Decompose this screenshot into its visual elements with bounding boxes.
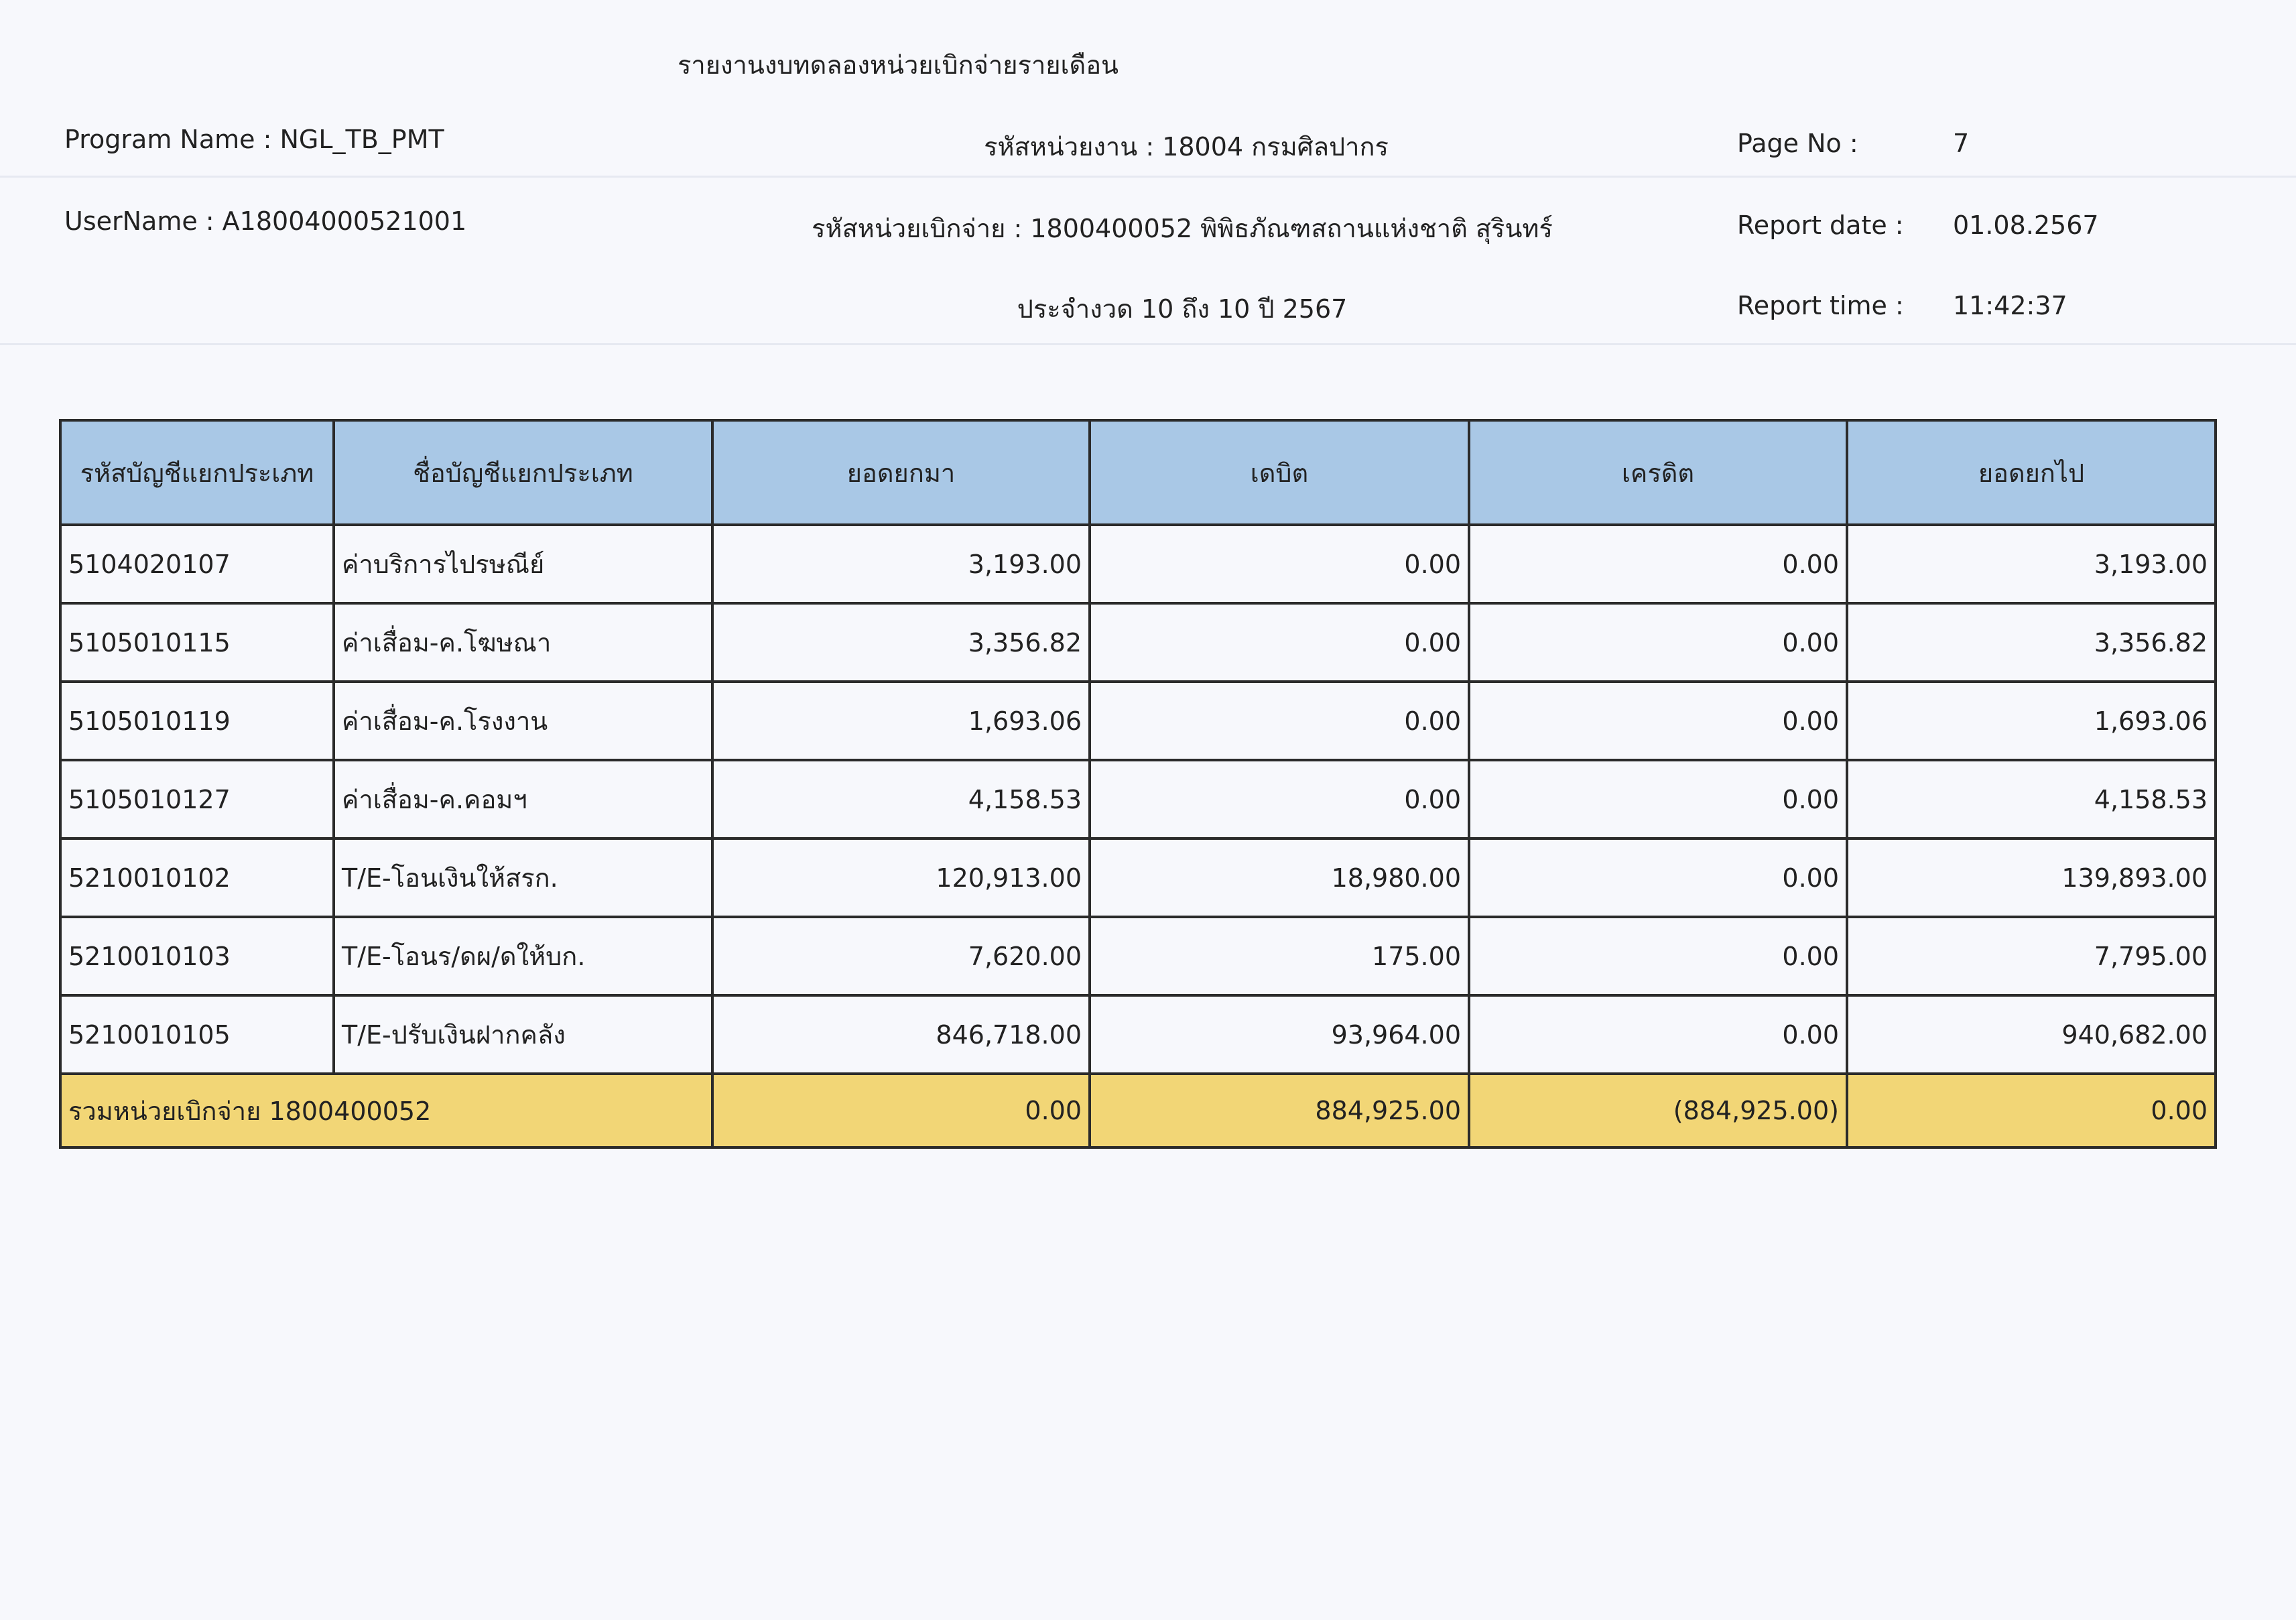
account-code: 5105010127 [60,760,334,838]
page-no-label: Page No : [1737,129,1858,158]
credit: 0.00 [1469,682,1847,760]
carried-forward: 3,356.82 [1847,603,2216,682]
table-row [60,682,2216,760]
total-label: รวมหน่วยเบิกจ่าย 1800400052 [60,1074,712,1147]
total-row [60,1074,2216,1147]
table-row [60,995,2216,1074]
total-brought-forward: 0.00 [712,1074,1090,1147]
disbursement-unit: รหัสหน่วยเบิกจ่าย : 1800400052 พิพิธภัณฑสถานแห่งชาติ สุรินทร์ [812,214,1553,243]
brought-forward: 1,693.06 [712,682,1090,760]
debit: 0.00 [1090,760,1469,838]
column-header: เครดิต [1469,420,1847,525]
column-header: ยอดยกมา [712,420,1090,525]
carried-forward: 3,193.00 [1847,525,2216,603]
debit: 93,964.00 [1090,995,1469,1074]
account-code: 5210010103 [60,917,334,995]
report-date-value: 01.08.2567 [1953,210,2099,240]
period: ประจำงวด 10 ถึง 10 ปี 2567 [1017,294,1348,324]
total-debit: 884,925.00 [1090,1074,1469,1147]
trial-balance-table [59,419,2217,1149]
debit: 18,980.00 [1090,838,1469,917]
report-time-label: Report time : [1737,291,1904,320]
column-header: ชื่อบัญชีแยกประเภท [334,420,712,525]
carried-forward: 139,893.00 [1847,838,2216,917]
brought-forward: 3,193.00 [712,525,1090,603]
divider [0,343,2296,345]
credit: 0.00 [1469,760,1847,838]
brought-forward: 7,620.00 [712,917,1090,995]
agency-code: รหัสหน่วยงาน : 18004 กรมศิลปากร [984,132,1389,162]
table-row [60,917,2216,995]
report-date-label: Report date : [1737,210,1904,240]
column-header: ยอดยกไป [1847,420,2216,525]
report-time-value: 11:42:37 [1953,291,2067,320]
credit: 0.00 [1469,603,1847,682]
account-code: 5105010119 [60,682,334,760]
account-name: ค่าเสื่อม-ค.โฆษณา [334,603,712,682]
page-no-value: 7 [1953,129,1970,158]
account-name: ค่าบริการไปรษณีย์ [334,525,712,603]
brought-forward: 3,356.82 [712,603,1090,682]
carried-forward: 7,795.00 [1847,917,2216,995]
debit: 175.00 [1090,917,1469,995]
brought-forward: 846,718.00 [712,995,1090,1074]
debit: 0.00 [1090,682,1469,760]
carried-forward: 1,693.06 [1847,682,2216,760]
debit: 0.00 [1090,525,1469,603]
total-credit: (884,925.00) [1469,1074,1847,1147]
brought-forward: 4,158.53 [712,760,1090,838]
account-name: T/E-โอนร/ดผ/ดให้บก. [334,917,712,995]
account-code: 5104020107 [60,525,334,603]
debit: 0.00 [1090,603,1469,682]
user-name: UserName : A18004000521001 [64,206,467,236]
column-header: เดบิต [1090,420,1469,525]
account-name: T/E-โอนเงินให้สรก. [334,838,712,917]
program-name: Program Name : NGL_TB_PMT [64,125,444,154]
table-row [60,525,2216,603]
total-carried-forward: 0.00 [1847,1074,2216,1147]
table-row [60,838,2216,917]
column-header: รหัสบัญชีแยกประเภท [60,420,334,525]
account-code: 5105010115 [60,603,334,682]
brought-forward: 120,913.00 [712,838,1090,917]
account-code: 5210010105 [60,995,334,1074]
report-title: รายงานงบทดลองหน่วยเบิกจ่ายรายเดือน [677,50,1119,80]
credit: 0.00 [1469,838,1847,917]
credit: 0.00 [1469,995,1847,1074]
account-name: T/E-ปรับเงินฝากคลัง [334,995,712,1074]
carried-forward: 4,158.53 [1847,760,2216,838]
account-name: ค่าเสื่อม-ค.คอมฯ [334,760,712,838]
account-name: ค่าเสื่อม-ค.โรงงาน [334,682,712,760]
account-code: 5210010102 [60,838,334,917]
table-row [60,760,2216,838]
table-header-row [60,420,2216,525]
table-row [60,603,2216,682]
carried-forward: 940,682.00 [1847,995,2216,1074]
credit: 0.00 [1469,525,1847,603]
divider [0,176,2296,178]
credit: 0.00 [1469,917,1847,995]
